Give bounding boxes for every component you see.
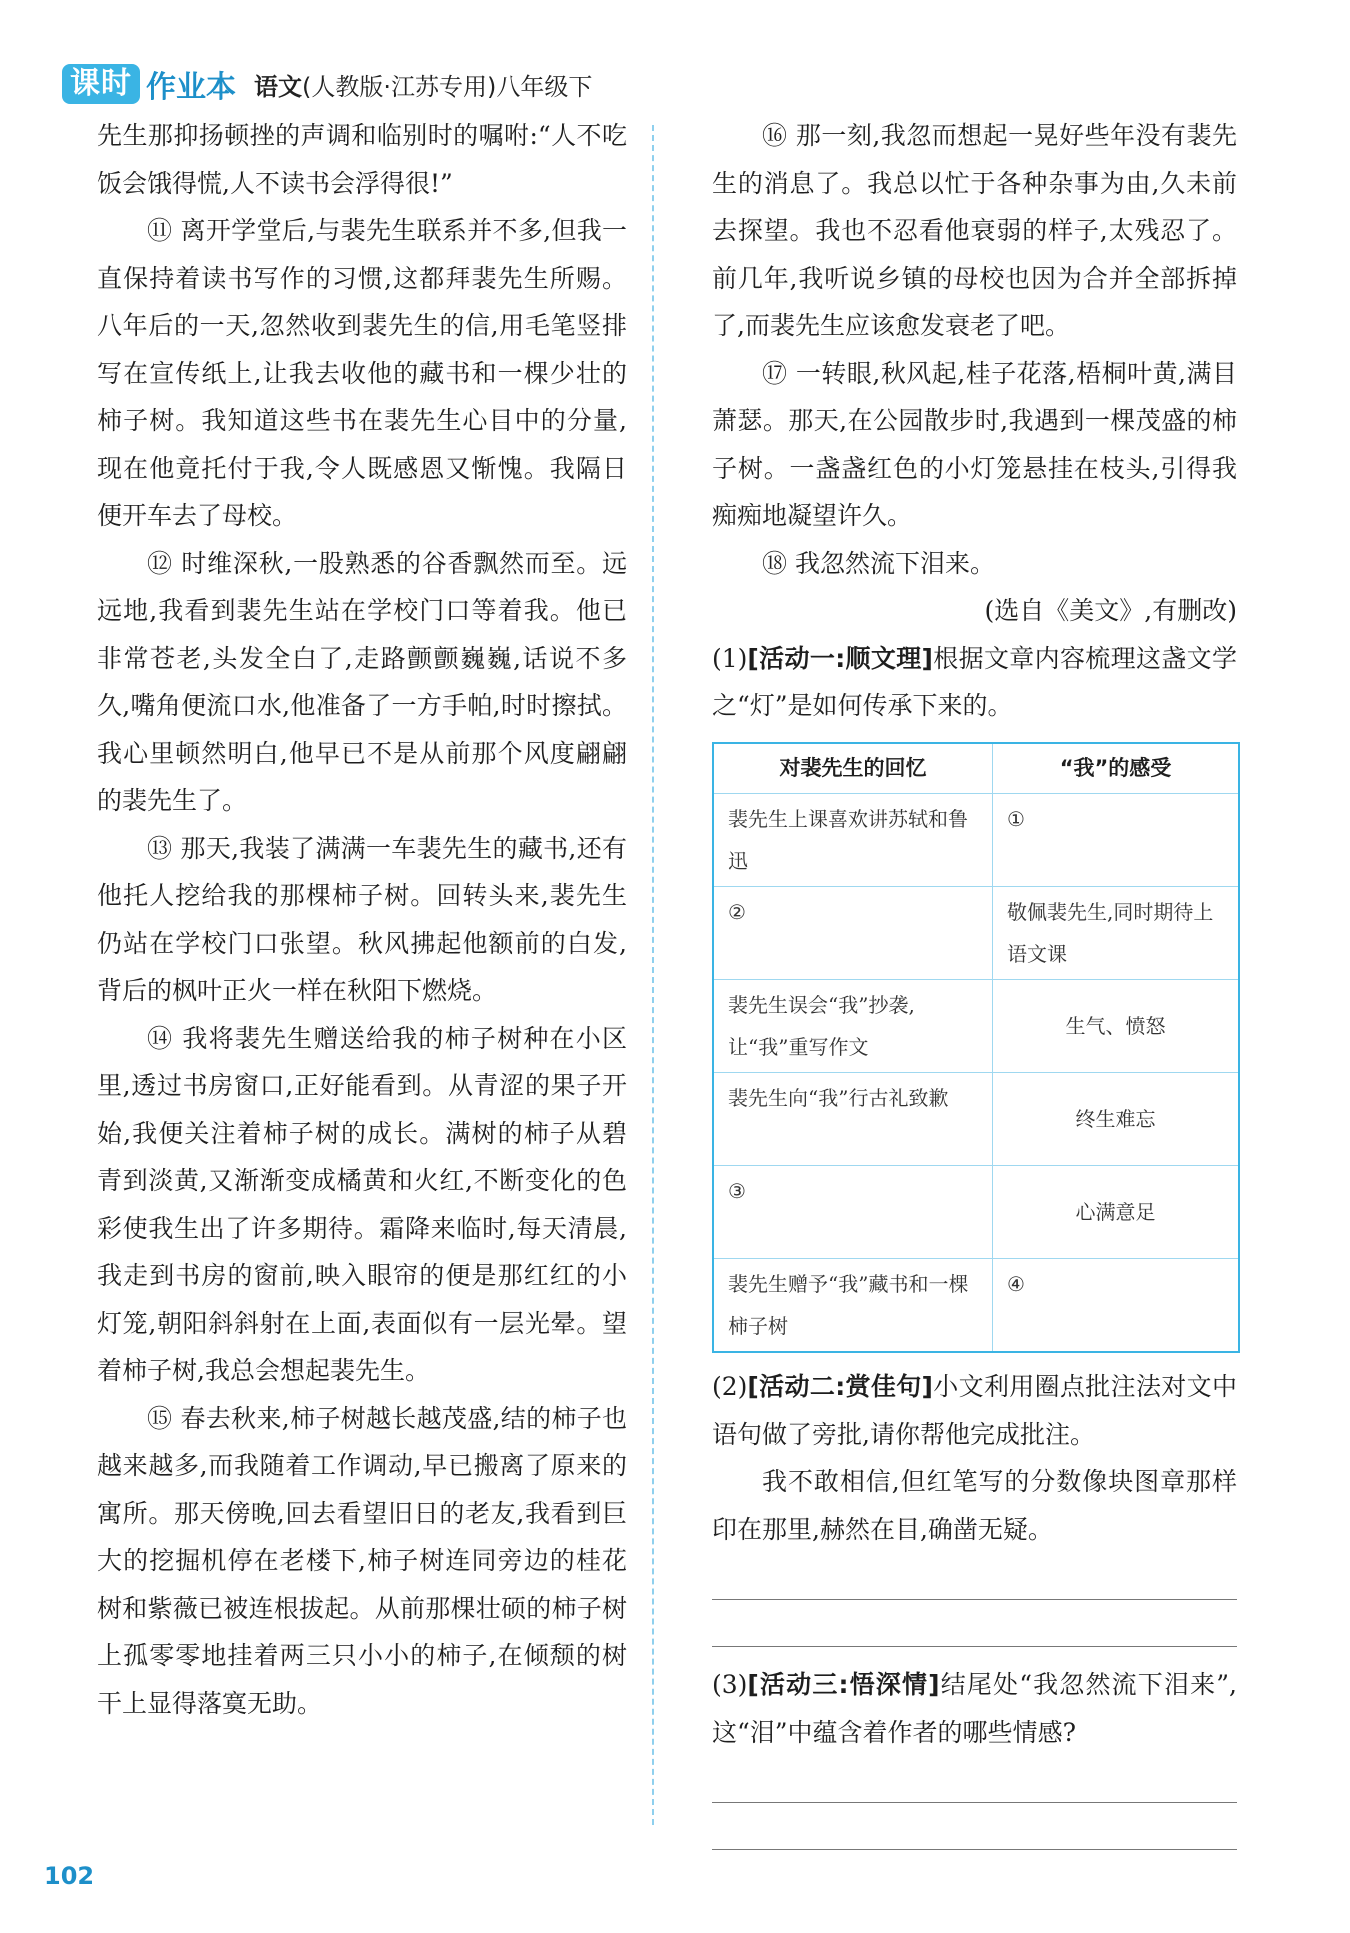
answer-cell[interactable]: ① [993,794,1240,887]
table-header: “我”的感受 [993,743,1240,794]
subject-label: 语文(人教版·江苏专用)八年级下 [254,72,593,101]
paragraph-11: ⑪ 离开学堂后,与裴先生联系并不多,但我一直保持着读书写作的习惯,这都拜裴先生所赐。八年后的一天,忽然收到裴先生的信,用毛笔竖排写在宣传纸上,让我去收他的藏书和一棵少壮的柿子树。我知道这些书在裴先生心目中的分量,现在他竟托付于我,令人既感恩又惭愧。我隔日便开车去了母校。 [97,216,627,530]
question-1: (1)[活动一:顺文理]根据文章内容梳理这盏文学之“灯”是如何传承下来的。 [712,643,1237,720]
quoted-sentence: 我不敢相信,但红笔写的分数像块图章那样印在那里,赫然在目,确凿无疑。 [712,1467,1237,1544]
table-header-row [713,743,1239,794]
question-3: (3)[活动三:悟深情]结尾处“我忽然流下泪来”,这“泪”中蕴含着作者的哪些情感? [712,1670,1237,1747]
table-cell: 生气、愤怒 [993,980,1240,1073]
paragraph-17: ⑰ 一转眼,秋风起,桂子花落,梧桐叶黄,满目萧瑟。那天,在公园散步时,我遇到一棵茂盛的柿子树。一盏盏红色的小灯笼悬挂在枝头,引得我痴痴地凝望许久。 [712,358,1237,530]
answer-cell[interactable]: ④ [993,1259,1240,1353]
table-cell: 裴先生上课喜欢讲苏轼和鲁迅 [713,794,993,887]
answer-line[interactable] [712,1553,1237,1600]
paragraph-18: ⑱ 我忽然流下泪来。 [762,548,995,578]
answer-line[interactable] [712,1803,1237,1850]
column-divider [652,125,654,1825]
answer-line[interactable] [712,1756,1237,1803]
table-row [713,1073,1239,1166]
paragraph-12: ⑫ 时维深秋,一股熟悉的谷香飘然而至。远远地,我看到裴先生站在学校门口等着我。他已非常苍老,头发全白了,走路颤颤巍巍,话说不多久,嘴角便流口水,他准备了一方手帕,时时擦拭。我心里顿然明白,他早已不是从前那个风度翩翩的裴先生了。 [97,548,627,815]
answer-line[interactable] [712,1600,1237,1647]
table-cell: 敬佩裴先生,同时期待上语文课 [993,887,1240,980]
memory-table [712,742,1240,1354]
table-cell: 裴先生向“我”行古礼致歉 [713,1073,993,1166]
paragraph-13: ⑬ 那天,我装了满满一车裴先生的藏书,还有他托人挖给我的那棵柿子树。回转头来,裴先生仍站在学校门口张望。秋风拂起他额前的白发,背后的枫叶正火一样在秋阳下燃烧。 [97,833,627,1005]
paragraph-14: ⑭ 我将裴先生赠送给我的柿子树种在小区里,透过书房窗口,正好能看到。从青涩的果子开始,我便关注着柿子树的成长。满树的柿子从碧青到淡黄,又渐渐变成橘黄和火红,不断变化的色彩使我生出了许多期待。霜降来临时,每天清晨,我走到书房的窗前,映入眼帘的便是那红红的小灯笼,朝阳斜斜射在上面,表面似有一层光晕。望着柿子树,我总会想起裴先生。 [97,1023,627,1385]
paragraph-15: ⑮ 春去秋来,柿子树越长越茂盛,结的柿子也越来越多,而我随着工作调动,早已搬离了原来的寓所。那天傍晚,回去看望旧日的老友,我看到巨大的挖掘机停在老楼下,柿子树连同旁边的桂花树和紫薇已被连根拔起。从前那棵壮硕的柿子树上孤零零地挂着两三只小小的柿子,在倾颓的树干上显得落寞无助。 [97,1403,627,1718]
page-number: 102 [44,1862,95,1890]
source-note: (选自《美文》,有删改) [984,596,1237,625]
brand-name: 作业本 [146,70,236,105]
left-column [97,112,627,1727]
answer-cell[interactable]: ③ [713,1166,993,1259]
paragraph-16: ⑯ 那一刻,我忽而想起一晃好些年没有裴先生的消息了。我总以忙于各种杂事为由,久未前去探望。我也不忍看他衰弱的样子,太残忍了。前几年,我听说乡镇的母校也因为合并全部拆掉了,而裴先生应该愈发衰老了吧。 [712,121,1237,340]
table-row [713,1166,1239,1259]
paragraph: 先生那抑扬顿挫的声调和临别时的嘱咐:“人不吃饭会饿得慌,人不读书会浮得很!” [97,121,627,198]
logo-mark: 课时 [62,64,140,104]
table-cell: 裴先生误会“我”抄袭,让“我”重写作文 [713,980,993,1073]
brand-logo [62,62,236,106]
question-2: (2)[活动二:赏佳句]小文利用圈点批注法对文中语句做了旁批,请你帮他完成批注。 [712,1372,1237,1449]
page-header [62,62,592,106]
table-row [713,980,1239,1073]
table-cell: 终生难忘 [993,1073,1240,1166]
answer-cell[interactable]: ② [713,887,993,980]
table-row [713,1259,1239,1353]
table-cell: 裴先生赠予“我”藏书和一棵柿子树 [713,1259,993,1353]
table-cell: 心满意足 [993,1166,1240,1259]
table-row [713,794,1239,887]
table-header: 对裴先生的回忆 [713,743,993,794]
right-column [712,112,1237,1850]
table-row [713,887,1239,980]
